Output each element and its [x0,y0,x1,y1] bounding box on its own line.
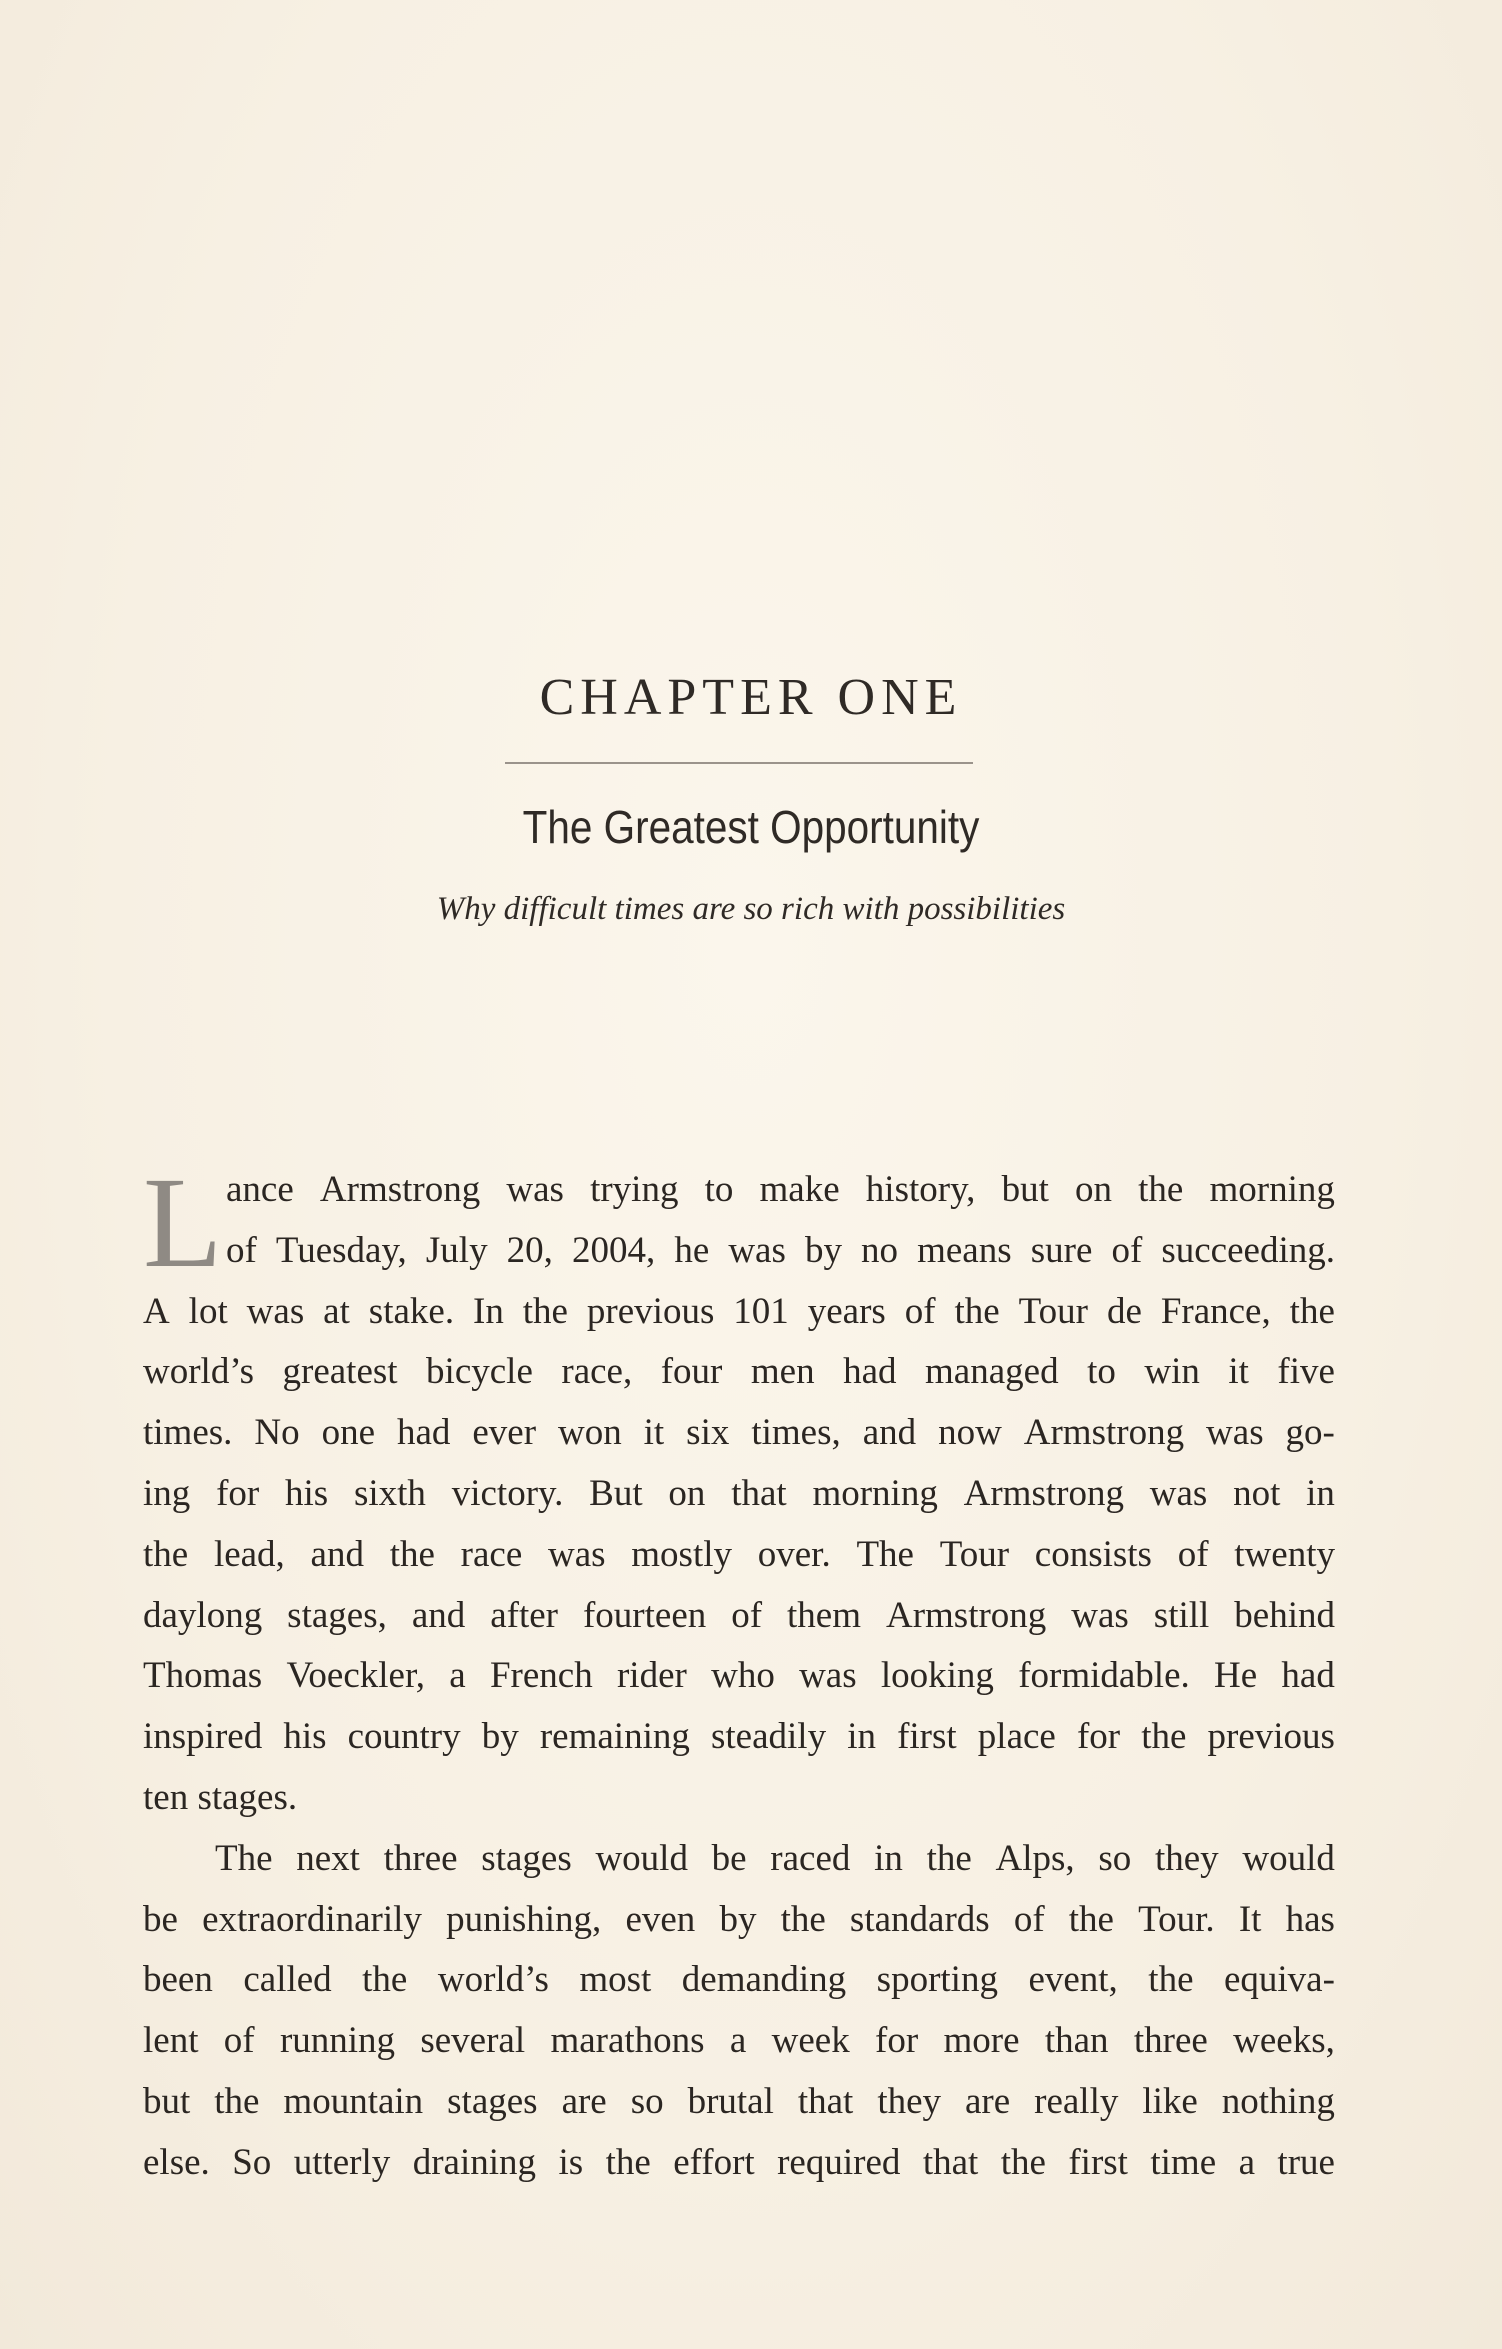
word: three [1133,2020,1208,2062]
word: the [362,1959,408,2001]
word: a [449,1655,466,1697]
word: So [232,2141,272,2183]
word: now [938,1412,1002,1454]
word: been [143,1959,213,2001]
word: times, [751,1412,841,1454]
word: ing [143,1472,191,1514]
word: had [396,1412,451,1454]
word: stages, [287,1594,387,1636]
word: six [686,1412,730,1454]
word: go- [1285,1412,1335,1454]
word: country [347,1716,461,1758]
word: race, [561,1351,633,1393]
word: week [771,2020,850,2062]
word: the [1148,1959,1194,2001]
text-line [143,1525,1335,1586]
word: not [1233,1472,1281,1514]
word: but [1001,1169,1049,1210]
word: on [1075,1169,1112,1210]
word: one [321,1412,375,1454]
word: it [1228,1351,1249,1393]
word: but [143,2080,191,2122]
word: after [490,1594,559,1636]
title-divider [505,762,973,764]
word: rider [616,1655,687,1697]
word: time [1150,2141,1217,2183]
word: he [674,1229,710,1271]
word: and [862,1412,917,1454]
word: standards [849,1898,990,1940]
word: required [777,2141,901,2183]
word: sixth [353,1472,426,1514]
word: that [797,2080,854,2122]
word: it [643,1412,665,1454]
word: was [506,1169,564,1210]
word: still [1153,1594,1210,1636]
word: to [1087,1351,1116,1393]
word: running [279,2020,396,2062]
word: equiva- [1223,1959,1335,2001]
word: of [1177,1533,1209,1575]
word: the [1138,1169,1184,1210]
word: No [254,1412,300,1454]
word: the [605,2141,651,2183]
body-text [143,1151,1335,2194]
word: called [243,1959,332,2001]
word: Thomas [143,1655,263,1697]
word: the [214,2080,260,2122]
word: brutal [687,2080,774,2122]
word: had [843,1351,897,1393]
word: 101 [733,1290,789,1332]
word: previous [1207,1716,1335,1758]
word: over. [757,1533,831,1575]
word: raced [770,1837,851,1879]
word: previous [586,1290,715,1332]
word: world’s [143,1351,254,1393]
word: punishing, [446,1898,602,1940]
word: the [780,1898,826,1940]
chapter-subtitle: Why difficult times are so rich with possibilities [436,891,1066,927]
word: more [943,2020,1020,2062]
word: July [425,1229,488,1271]
word: make [759,1169,840,1210]
text-line [143,1403,1335,1464]
word: else. [143,2141,210,2183]
word: morning [812,1472,938,1514]
word: the [1000,2141,1046,2183]
text-line [143,1464,1335,1525]
word: really [1034,2080,1119,2122]
text-line [143,2072,1335,2133]
word: It [1238,1898,1262,1940]
word: was [547,1533,606,1575]
word: But [589,1472,643,1514]
word: nothing [1221,2080,1335,2122]
word: won [557,1412,622,1454]
word: that [922,2141,979,2183]
word: in [1306,1472,1335,1514]
word: the [954,1290,1000,1332]
text-line [143,2011,1335,2072]
word: would [595,1837,688,1879]
word: was [246,1290,305,1332]
word: so [630,2080,664,2122]
text-line [143,2133,1335,2194]
word: is [558,2141,584,2183]
word: three [383,1837,458,1879]
chapter-label: CHAPTER ONE [539,669,963,726]
word: steadily [710,1716,827,1758]
word: marathons [550,2020,705,2062]
word: French [489,1655,593,1697]
word: times. [143,1412,233,1454]
word: lent [143,2020,199,2062]
word: history, [865,1169,976,1210]
word: a [729,2020,747,2062]
word: Tour. [1138,1898,1215,1940]
word: France, [1160,1290,1271,1332]
word: first [1068,2141,1128,2183]
word: of [1111,1229,1143,1271]
drop-cap: L [143,1151,223,1295]
word: mountain [283,2080,424,2122]
word: formidable. [1018,1655,1190,1697]
word: event, [1028,1959,1118,2001]
word: the [143,1533,189,1575]
word: in [874,1837,903,1879]
word: consists [1034,1533,1152,1575]
word: behind [1234,1594,1335,1636]
text-line [143,1586,1335,1647]
word: the [1141,1716,1187,1758]
word: Tour [1018,1290,1088,1332]
word: the [1068,1898,1114,1940]
word: has [1285,1898,1335,1940]
text-line [143,1282,1335,1343]
word: inspired [143,1716,263,1758]
word: his [283,1716,327,1758]
word: be [143,1898,178,1940]
word: twenty [1234,1533,1335,1575]
word: de [1106,1290,1142,1332]
word: stages [481,1837,572,1879]
word: lead, [213,1533,285,1575]
word: stages [447,2080,538,2122]
word: means [917,1229,1012,1271]
word: than [1044,2020,1109,2062]
word: on [668,1472,706,1514]
word: so [1098,1837,1132,1879]
text-line [143,1829,1335,1890]
word: ance [226,1169,294,1210]
word: fourteen [582,1594,707,1636]
word: four [660,1351,723,1393]
word: 2004, [571,1229,656,1271]
word: of [904,1290,936,1332]
word: utterly [293,2141,391,2183]
word: no [861,1229,899,1271]
word: victory. [451,1472,564,1514]
word: Armstrong [963,1472,1124,1514]
word: of [1013,1898,1045,1940]
word: by [481,1716,519,1758]
word: Armstrong [885,1594,1047,1636]
text-line: ten stages. [143,1776,298,1818]
word: would [1242,1837,1335,1879]
word: to [704,1169,734,1210]
word: was [1206,1412,1264,1454]
word: The [215,1837,273,1879]
word: sure [1030,1229,1093,1271]
word: years [807,1290,886,1332]
word: the [389,1533,435,1575]
word: that [731,1472,787,1514]
word: and [411,1594,466,1636]
word: ever [472,1412,537,1454]
word: extraordinarily [202,1898,422,1940]
chapter-title: The Greatest Opportunity [522,801,980,853]
word: sporting [876,1959,998,2001]
word: In [473,1290,504,1332]
word: looking [880,1655,994,1697]
word: place [977,1716,1056,1758]
word: are [561,2080,607,2122]
word: had [1281,1655,1335,1697]
word: Alps, [995,1837,1075,1879]
text-line [143,1342,1335,1403]
word: mostly [631,1533,733,1575]
word: for [875,2020,919,2062]
word: next [296,1837,360,1879]
word: by [719,1898,757,1940]
word: Tour [939,1533,1010,1575]
word: race [460,1533,523,1575]
word: daylong [143,1594,263,1636]
word: morning [1209,1169,1335,1210]
word: of [731,1594,763,1636]
word: He [1214,1655,1258,1697]
word: win [1144,1351,1200,1393]
word: first [897,1716,957,1758]
word: weeks, [1233,2020,1335,2062]
word: true [1277,2141,1335,2183]
word: in [847,1716,876,1758]
word: for [1076,1716,1121,1758]
word: effort [673,2141,755,2183]
word: remaining [539,1716,690,1758]
word: like [1142,2080,1198,2122]
word: succeeding. [1161,1229,1335,1271]
word: 20, [506,1229,553,1271]
word: of [223,2020,255,2062]
text-line [143,1160,1335,1221]
word: Armstrong [1023,1412,1185,1454]
word: five [1277,1351,1335,1393]
word: trying [590,1169,679,1210]
word: was [728,1229,786,1271]
text-line [143,1707,1335,1768]
word: his [285,1472,329,1514]
text-line [143,1646,1335,1707]
word: managed [925,1351,1059,1393]
word: Voeckler, [286,1655,426,1697]
word: The [856,1533,914,1575]
text-line [143,1221,1335,1282]
word: several [420,2020,526,2062]
word: greatest [282,1351,398,1393]
word: of [226,1229,257,1271]
word: they [1154,1837,1219,1879]
text-line [143,1950,1335,2011]
word: A [143,1290,170,1332]
word: Armstrong [319,1169,481,1210]
word: men [750,1351,815,1393]
word: even [625,1898,696,1940]
word: bicycle [426,1351,533,1393]
word: they [877,2080,942,2122]
word: at [323,1290,350,1332]
word: was [1071,1594,1129,1636]
word: draining [412,2141,537,2183]
text-line [143,1890,1335,1951]
word: them [787,1594,862,1636]
word: and [310,1533,364,1575]
word: the [522,1290,568,1332]
word: for [216,1472,260,1514]
word: most [579,1959,652,2001]
word: was [1149,1472,1208,1514]
word: world’s [437,1959,549,2001]
word: who [711,1655,775,1697]
word: a [1238,2141,1255,2183]
word: stake. [368,1290,455,1332]
word: was [799,1655,857,1697]
word: be [711,1837,747,1879]
word: demanding [681,1959,847,2001]
word: the [1289,1290,1335,1332]
word: by [804,1229,842,1271]
word: lot [188,1290,228,1332]
word: the [926,1837,972,1879]
word: Tuesday, [275,1229,407,1271]
word: are [964,2080,1011,2122]
